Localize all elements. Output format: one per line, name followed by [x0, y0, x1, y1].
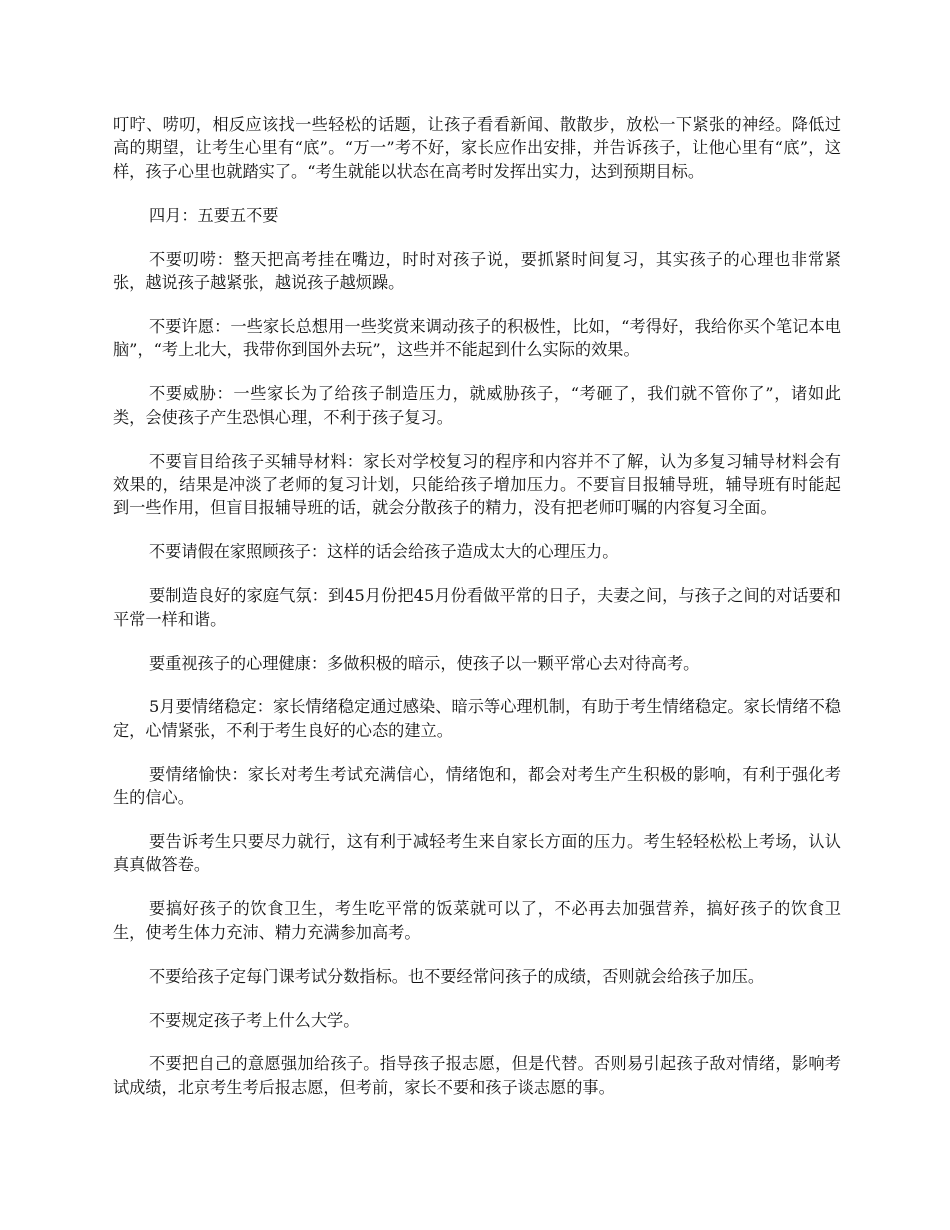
section-heading: 四月：五要五不要	[149, 205, 279, 225]
paragraph: 不要给孩子定每门课考试分数指标。也不要经常问孩子的成绩，否则就会给孩子加压。	[149, 966, 765, 986]
paragraph: 不要威胁：一些家长为了给孩子制造压力，就威胁孩子，“考砸了，我们就不管你了”，诸如此类，会使孩子产生恐惧心理，不利于孩子复习。	[113, 384, 841, 427]
document-body	[113, 113, 841, 1120]
paragraph: 要重视孩子的心理健康：多做积极的暗示，使孩子以一颗平常心去对待高考。	[149, 653, 700, 673]
paragraph: 5月要情绪稳定：家长情绪稳定通过感染、暗示等心理机制，有助于考生情绪稳定。家长情绪不稳定，心情紧张，不利于考生良好的心态的建立。	[113, 697, 841, 740]
paragraph: 要告诉考生只要尽力就行，这有利于减轻考生来自家长方面的压力。考生轻轻松松上考场，认认真真做答卷。	[113, 832, 841, 875]
paragraph: 不要盲目给孩子买辅导材料：家长对学校复习的程序和内容并不了解，认为多复习辅导材料会有效果的，结果是冲淡了老师的复习计划，只能给孩子增加压力。不要盲目报辅导班，辅导班有时能起到一些作用，但盲目报辅导班的话，就会分散孩子的精力，没有把老师叮嘱的内容复习全面。	[113, 451, 841, 518]
paragraph-continuation: 叮咛、唠叨，相反应该找一些轻松的话题，让孩子看看新闻、散散步，放松一下紧张的神经。降低过高的期望，让考生心里有“底”。“万一”考不好，家长应作出安排，并告诉孩子，让他心里有“底”，这样，孩子心里也就踏实了。“考生就能以状态在高考时发挥出实力，达到预期目标。	[113, 115, 841, 181]
paragraph: 不要规定孩子考上什么大学。	[149, 1010, 360, 1030]
paragraph: 要情绪愉快：家长对考生考试充满信心，情绪饱和，都会对考生产生积极的影响，有利于强化考生的信心。	[113, 764, 841, 808]
paragraph: 不要叨唠：整天把高考挂在嘴边，时时对孩子说，要抓紧时间复习，其实孩子的心理也非常紧张，越说孩子越紧张，越说孩子越烦躁。	[113, 249, 841, 293]
paragraph: 不要许愿：一些家长总想用一些奖赏来调动孩子的积极性，比如，“考得好，我给你买个笔记本电脑”，“考上北大，我带你到国外去玩”，这些并不能起到什么实际的效果。	[113, 316, 841, 360]
paragraph: 不要把自己的意愿强加给孩子。指导孩子报志愿，但是代替。否则易引起孩子敌对情绪，影响考试成绩，北京考生考后报志愿，但考前，家长不要和孩子谈志愿的事。	[113, 1054, 841, 1097]
paragraph: 要搞好孩子的饮食卫生，考生吃平常的饭菜就可以了，不必再去加强营养，搞好孩子的饮食卫生，使考生体力充沛、精力充满参加高考。	[113, 899, 841, 942]
paragraph: 要制造良好的家庭气氛：到45月份把45月份看做平常的日子，夫妻之间，与孩子之间的对话要和平常一样和谐。	[113, 586, 841, 629]
paragraph: 不要请假在家照顾孩子：这样的话会给孩子造成太大的心理压力。	[149, 542, 619, 562]
